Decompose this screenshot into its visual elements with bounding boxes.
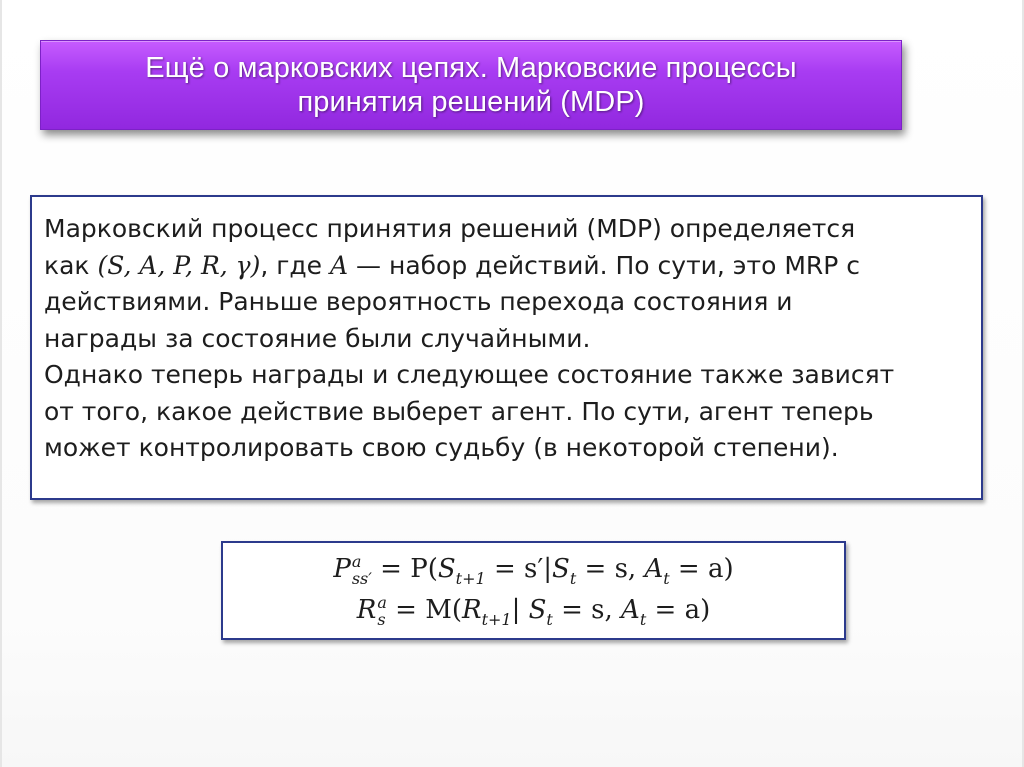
slide-title-line-2: принятия решений (MDP) xyxy=(297,86,645,118)
formula-superscript: a xyxy=(351,551,362,571)
formula-subscript: t+1 xyxy=(455,568,486,588)
definition-box xyxy=(30,195,983,500)
formula-subscript: ss′ xyxy=(351,568,372,588)
formula-text: = s, xyxy=(576,553,645,584)
slide-title-line-1: Ещё о марковских цепях. Марковские процессы xyxy=(145,52,797,84)
formula-symbol: S xyxy=(437,553,456,584)
formula-text: = s, xyxy=(552,594,622,625)
formula-text: = a) xyxy=(646,594,711,625)
slide-title-box xyxy=(40,40,902,130)
slide-border-left xyxy=(0,0,2,767)
formula-subscript: t xyxy=(546,609,553,629)
definition-line-1: Марковский процесс принятия решений (MDP) определяется xyxy=(44,214,856,243)
formula-symbol: A xyxy=(644,553,664,584)
definition-text: — набор действий. По сути, это MRP с xyxy=(348,250,861,280)
formula-text: = M( xyxy=(386,594,462,625)
formula-symbol: R xyxy=(461,594,482,625)
formula-subscript: t+1 xyxy=(481,609,512,629)
mdp-tuple: (S, A, P, R, γ) xyxy=(97,250,261,280)
formula-text: = a) xyxy=(669,553,734,584)
definition-line-6: от того, какое действие выберет агент. По сути, агент теперь xyxy=(44,396,874,426)
formula-superscript: a xyxy=(377,592,387,612)
definition-line-4: награды за состояние были случайными. xyxy=(44,323,591,353)
formula-symbol: S xyxy=(528,594,547,625)
definition-line-2 xyxy=(44,248,969,285)
formula-text: = P( xyxy=(371,553,438,584)
formula-text: = s′| xyxy=(485,553,553,584)
definition-text: как xyxy=(44,250,98,280)
formula-indices xyxy=(352,553,372,587)
definition-line-5: Однако теперь награды и следующее состояние также зависят xyxy=(44,360,895,389)
formula-symbol: A xyxy=(621,594,640,625)
formula-symbol: P xyxy=(333,553,351,584)
formula-indices xyxy=(377,594,387,628)
definition-line-7: может контролировать свою судьбу (в некоторой степени). xyxy=(44,433,839,462)
formula-subscript: s xyxy=(377,609,386,629)
formula-subscript: t xyxy=(639,609,647,629)
reward-function-formula xyxy=(357,591,710,632)
definition-text: , где xyxy=(260,250,331,280)
formula-symbol: S xyxy=(552,553,570,584)
transition-probability-formula xyxy=(333,550,733,591)
formula-text: | xyxy=(511,594,529,625)
definition-line-3: действиями. Раньше вероятность перехода состояния и xyxy=(44,287,793,316)
action-set-symbol: A xyxy=(330,250,349,280)
formula-subscript: t xyxy=(663,568,670,588)
formula-subscript: t xyxy=(569,568,577,588)
formula-symbol: R xyxy=(356,594,377,625)
formula-box xyxy=(221,541,846,640)
